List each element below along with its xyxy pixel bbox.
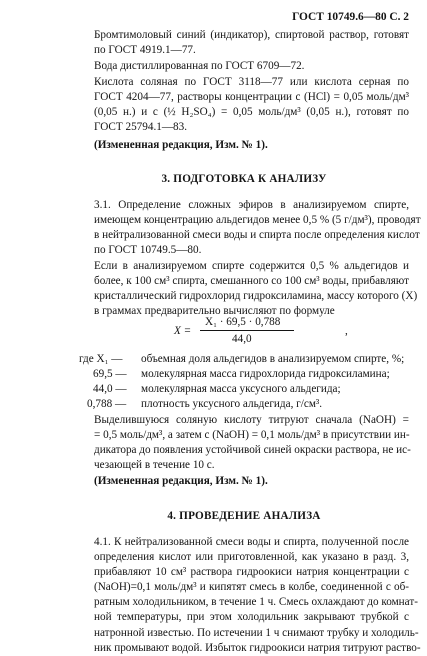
paragraph-aldehydes	[79, 259, 418, 319]
text-line: ной температуры, при этом холодильник закрывают трубкой с	[94, 611, 409, 624]
formula-numerator: X₁ · 69,5 · 0,788	[205, 316, 281, 328]
paragraph-titration	[79, 413, 409, 473]
text-line: = 0,5 моль/дм³, а затем с (NaOH) = 0,1 моль/дм³ в присутствии ин-	[94, 429, 410, 442]
text-line: в граммах предварительно вычисляют по формуле	[94, 305, 335, 318]
text-line: в нейтрализованной смеси воды и спирта после определения кислот	[94, 229, 420, 242]
text-line: Если в анализируемом спирте содержится 0,5 % альдегидов и	[94, 260, 409, 272]
text-line: по ГОСТ 10749.5—80.	[94, 244, 202, 257]
text-line: чезающей в течение 10 с.	[94, 459, 215, 472]
formula-lhs: X =	[174, 325, 192, 337]
text-line: ГОСТ 25794.1—83.	[94, 121, 188, 134]
definition-row	[93, 382, 341, 397]
text-line: 3.1. Определение сложных эфиров в анализируемом спирте,	[94, 199, 409, 211]
paragraph-bromthymol	[79, 28, 409, 58]
paragraph-4-1	[79, 535, 421, 656]
page-header: ГОСТ 10749.6—80 С. 2	[292, 11, 409, 23]
text-line: (0,05 н.) и с (½ H₂SO₄) = 0,05 моль/дм³ (0,05 н.), готовят по	[94, 106, 409, 119]
definition-symbol: где X₁ —	[79, 353, 123, 365]
text-line: натронной известью. По истечении 1 ч снимают трубку и холодиль-	[94, 626, 419, 639]
definition-symbol: 69,5 —	[93, 368, 127, 380]
text-line: Вода дистиллированная по ГОСТ 6709—72.	[94, 60, 305, 72]
definition-row	[79, 352, 404, 367]
formula-denominator: 44,0	[232, 333, 252, 345]
text-line: Выделившуюся соляную кислоту титруют сначала (NaOH) =	[94, 414, 409, 426]
text-line: дикатора до появления устойчивой синей окраски раствора, не ис-	[94, 444, 411, 457]
edit-note: (Измененная редакция, Изм. № 1).	[94, 139, 268, 151]
definition-row	[87, 397, 322, 412]
text-line: кристаллический гидрохлорид гидроксиламина, массу которого (X)	[94, 290, 418, 303]
definition-symbol: 44,0 —	[93, 383, 127, 395]
section-4-title: 4. ПРОВЕДЕНИЕ АНАЛИЗА	[167, 510, 321, 522]
text-line: Бромтимоловый синий (индикатор), спиртовой раствор, готовят	[94, 29, 409, 41]
paragraph-acid	[79, 75, 409, 135]
paragraph-3-1	[79, 198, 421, 258]
text-line: имеющем концентрацию альдегидов менее 0,5 % (5 г/дм³), проводят	[94, 214, 421, 227]
definition-symbol: 0,788 —	[87, 398, 127, 410]
definition-text: молекулярная масса гидрохлорида гидроксиламина;	[141, 368, 390, 380]
edit-note: (Измененная редакция, Изм. № 1).	[94, 475, 268, 487]
definition-row	[93, 367, 390, 382]
text-line: прибавляют 10 см³ раствора гидроокиси натрия концентрации с	[94, 566, 409, 579]
definition-text: молекулярная масса уксусного альдегида;	[141, 383, 341, 395]
text-line: ник промывают водой. Избыток гидроокиси натрия титруют раство-	[94, 641, 421, 654]
definition-text: объемная доля альдегидов в анализируемом спирте, %;	[141, 353, 405, 365]
text-line: ГОСТ 4204—77, растворы концентрации с (HCl) = 0,05 моль/дм³	[94, 91, 409, 104]
formula-comma: ,	[345, 325, 348, 337]
text-line: 4.1. К нейтрализованной смеси воды и спирта, полученной после	[94, 536, 409, 548]
paragraph-water	[79, 59, 409, 74]
text-line: Кислота соляная по ГОСТ 3118—77 или кислота серная по	[94, 76, 409, 88]
definition-text: плотность уксусного альдегида, г/см³.	[141, 398, 323, 410]
fraction-bar	[200, 330, 294, 331]
section-3-title: 3. ПОДГОТОВКА К АНАЛИЗУ	[161, 173, 327, 185]
text-line: более, к 100 см³ спирта, смешанного со 100 см³ воды, прибавляют	[94, 275, 409, 288]
text-line: определения кислот или приготовленной, как указано в разд. 3,	[94, 551, 409, 564]
text-line: (NaOH)=0,1 моль/дм³ и кипятят смесь в колбе, соединенной с об-	[94, 581, 409, 594]
text-line: по ГОСТ 4919.1—77.	[94, 44, 196, 57]
text-line: ратным холодильником, в течение 1 ч. Смесь охлаждают до комнат-	[94, 596, 418, 609]
